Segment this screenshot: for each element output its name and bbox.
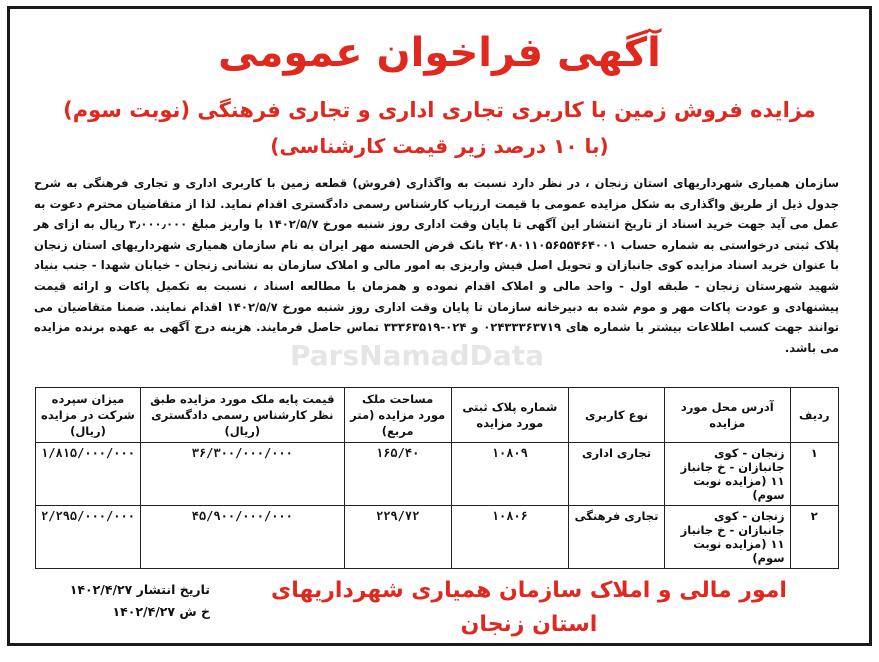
cell-area: ۱۶۵/۴۰ — [344, 443, 451, 506]
ad-subtitle-discount: (با ۱۰ درصد زیر قیمت کارشناسی) — [270, 134, 609, 158]
cell-plate-number: ۱۰۸۰۶ — [451, 506, 568, 569]
cell-usage: تجاری اداری — [569, 443, 665, 506]
table-header-row — [36, 388, 839, 443]
cell-row-number: ۱ — [790, 443, 838, 506]
cell-base-price: ۴۵/۹۰۰/۰۰۰/۰۰۰ — [140, 506, 344, 569]
table-row — [36, 443, 839, 506]
cell-deposit: ۲/۲۹۵/۰۰۰/۰۰۰ — [36, 506, 141, 569]
ad-page — [7, 6, 872, 646]
table-row — [36, 506, 839, 569]
col-header-row-number: ردیف — [790, 388, 838, 443]
ad-body-text: سازمان همیاری شهرداریهای استان زنجان ، در نظر دارد نسبت به واگذاری (فروش) قطعه زمین با کاربری اداری و تجاری فرهنگی به شرح جدول ذیل از طریق واگذاری به شکل مزایده عمومی با قیمت ارزیاب کارشناس رسمی دادگستری اقدام نماید. لذا از متقاضیان محترم دعوت به عمل می آید جهت خرید اسناد از تاریخ انتشار این آگهی تا پایان وقت اداری روز شنبه مورخ ۱۴۰۲/۵/۷ با واریز مبلغ ۳٫۰۰۰٫۰۰۰ ریال به ازای هر پلاک ثبتی درخواستی به شماره حساب ۴۲۰۸۰۱۱۰۵۶۵۵۴۶۴۰۰۱ بانک قرض الحسنه مهر ایران به نام سازمان همیاری شهرداریهای استان زنجان با عنوان خرید اسناد مزایده کوی جانبازان و تحویل اصل فیش واریزی به امور مالی و املاک سازمان به نشانی زنجان - خیابان شهدا - جنب بنیاد شهید شهرستان زنجان - طبقه اول - واحد مالی و املاک اقدام نموده و همزمان با مطالعه اسناد ، نسبت به تکمیل پاکات و ارائه قیمت پیشنهادی و عودت پاکات مهر و موم شده به دبیرخانه سازمان تا پایان وقت اداری روز شنبه مورخ ۱۴۰۲/۵/۷ اقدام نمایند. ضمنا متقاضیان می توانند جهت کسب اطلاعات بیشتر با شماره های ۰۲۴۳۳۳۶۳۷۱۹ و ۰۲۴-۳۳۳۶۳۵۱۹ تماس حاصل فرمایند. هزینه درج آگهی به عهده برنده مزایده می باشد. — [34, 176, 839, 355]
ad-subtitle: مزایده فروش زمین با کاربری تجاری اداری و تجاری فرهنگی (نوبت سوم) — [63, 98, 816, 122]
cell-usage: تجاری فرهنگی — [569, 506, 665, 569]
watermark: ParsNamadData — [290, 339, 544, 372]
col-header-usage: نوع کاربری — [569, 388, 665, 443]
publication-date: تاریخ انتشار ۱۴۰۲/۴/۲۷ — [69, 582, 210, 597]
org-name-line1: امور مالی و املاک سازمان همیاری شهرداریهای — [271, 578, 787, 603]
cell-address: زنجان - کوی جانبازان - خ جانباز ۱۱ (مزایده نوبت سوم) — [664, 506, 790, 569]
cell-deposit: ۱/۸۱۵/۰۰۰/۰۰۰ — [36, 443, 141, 506]
col-header-deposit: میزان سپرده شرکت در مزایده (ریال) — [36, 388, 141, 443]
cell-base-price: ۳۶/۳۰۰/۰۰۰/۰۰۰ — [140, 443, 344, 506]
org-name-line2: استان زنجان — [460, 612, 598, 637]
organization-signature — [229, 574, 829, 642]
col-header-base-price: قیمت پایه ملک مورد مزایده طبق نظر کارشناس رسمی دادگستری (ریال) — [140, 388, 344, 443]
cell-address: زنجان - کوی جانبازان - خ جانباز ۱۱ (مزایده نوبت سوم) — [664, 443, 790, 506]
col-header-address: آدرس محل مورد مزایده — [664, 388, 790, 443]
cell-row-number: ۲ — [790, 506, 838, 569]
cell-plate-number: ۱۰۸۰۹ — [451, 443, 568, 506]
cell-area: ۲۲۹/۷۲ — [344, 506, 451, 569]
col-header-plate-number: شماره پلاک ثبتی مورد مزایده — [451, 388, 568, 443]
publication-code-date: خ ش ۱۴۰۲/۴/۲۷ — [112, 604, 210, 619]
ad-title: آگهی فراخوان عمومی — [218, 30, 661, 76]
publication-dates — [30, 579, 210, 623]
auction-table — [35, 387, 839, 569]
col-header-area: مساحت ملک مورد مزایده (متر مربع) — [344, 388, 451, 443]
